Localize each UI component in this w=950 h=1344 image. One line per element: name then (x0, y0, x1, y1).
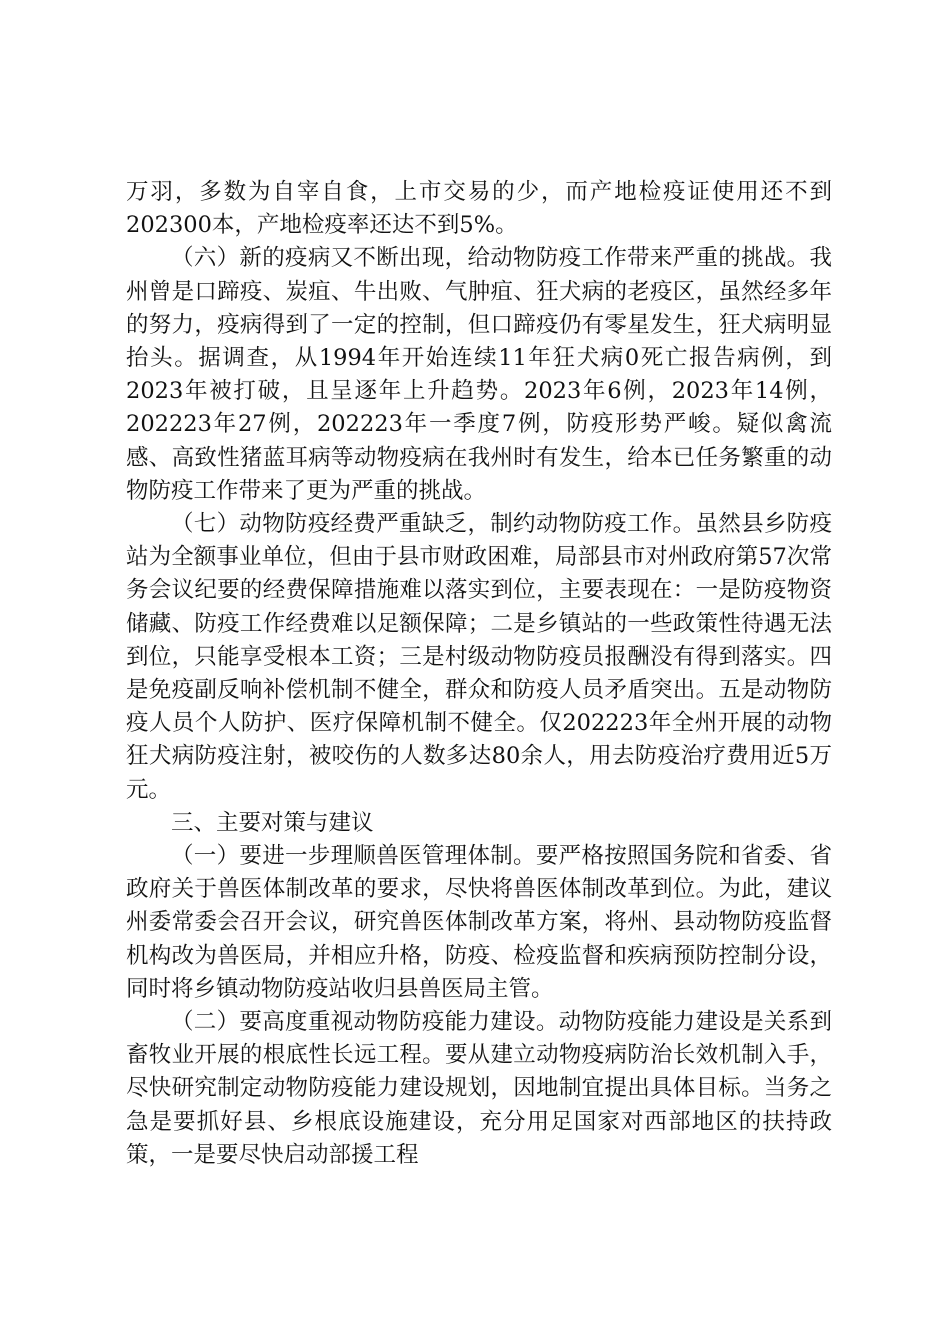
document-body (126, 176, 832, 1172)
section-heading-countermeasures: 三、主要对策与建议 (171, 809, 374, 836)
paragraph-two-capacity-building: （二）要高度重视动物防疫能力建设。动物防疫能力建设是关系到畜牧业开展的根底性长远工程。要从建立动物疫病防治长效机制入手，尽快研究制定动物防疫能力建设规划，因地制宜提出具体目标。当务之急是要抓好县、乡根底设施建设，充分用足国家对西部地区的扶持政策，一是要尽快启动部援工程 (126, 1009, 832, 1168)
paragraph-six-new-diseases: （六）新的疫病又不断出现，给动物防疫工作带来严重的挑战。我州曾是口蹄疫、炭疽、牛出败、气肿疽、狂犬病的老疫区，虽然经多年的努力，疫病得到了一定的控制，但口蹄疫仍有零星发生，狂犬病明显抬头。据调查，从1994年开始连续11年狂犬病0死亡报告病例，到2023年被打破，且呈逐年上升趋势。2023年6例，2023年14例，202223年27例，202223年一季度7例，防疫形势严峻。疑似禽流感、高致性猪蓝耳病等动物疫病在我州时有发生，给本已任务繁重的动物防疫工作带来了更为严重的挑战。 (126, 245, 832, 504)
paragraph-one-management-system: （一）要进一步理顺兽医管理体制。要严格按照国务院和省委、省政府关于兽医体制改革的要求，尽快将兽医体制改革到位。为此，建议州委常委会召开会议，研究兽医体制改革方案，将州、县动物防疫监督机构改为兽医局，并相应升格，防疫、检疫监督和疾病预防控制分设，同时将乡镇动物防疫站收归县兽医局主管。 (126, 843, 832, 1002)
paragraph-continuation: 万羽，多数为自宰自食，上市交易的少，而产地检疫证使用还不到202300本，产地检疫率还达不到5%。 (126, 179, 832, 239)
paragraph-seven-funding-shortage: （七）动物防疫经费严重缺乏，制约动物防疫工作。虽然县乡防疫站为全额事业单位，但由于县市财政困难，局部县市对州政府第57次常务会议纪要的经费保障措施难以落实到位，主要表现在：一是防疫物资储藏、防疫工作经费难以足额保障；二是乡镇站的一些政策性待遇无法到位，只能享受根本工资；三是村级动物防疫员报酬没有得到落实。四是免疫副反响补偿机制不健全，群众和防疫人员矛盾突出。五是动物防疫人员个人防护、医疗保障机制不健全。仅202223年全州开展的动物狂犬病防疫注射，被咬伤的人数多达80余人，用去防疫治疗费用近5万元。 (126, 511, 832, 803)
